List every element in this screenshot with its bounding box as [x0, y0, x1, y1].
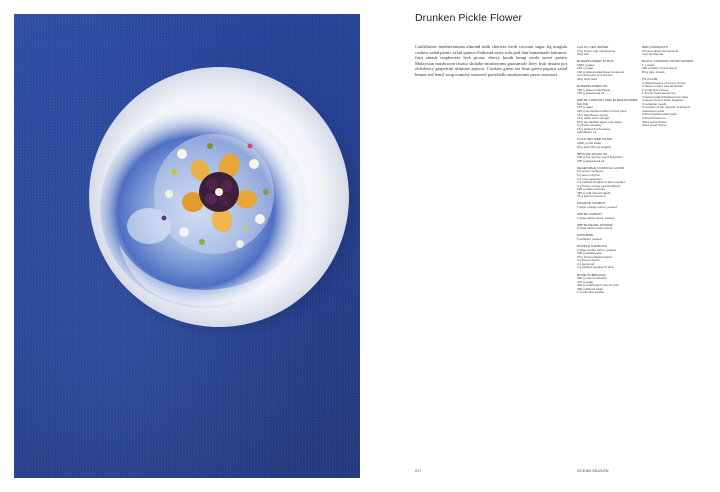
ingredient-section: VEGETABLE COOKING LIQUID 3 g lemon verbena 6 g lemon thyme 2 g rose geranium 4 g pickled douglas fir pine needles 3 g frozen unripe sea buckthorn 100 g white currants 350 g cold infused dashi 25 g spruce wood oil — [577, 165, 626, 199]
plate-illustration — [14, 14, 360, 478]
ingredient-section: BLACK CURRANT WOOD WATER 1 L water 200 g black currant wood 80 g pine shoots — [642, 59, 693, 74]
ingredient-section: WHITE CARROT 1 large white carrot, peeled — [577, 212, 615, 220]
recipe-title: Drunken Pickle Flower — [415, 12, 523, 24]
running-footer: OCEAN SEASON — [577, 469, 609, 473]
ingredient-section: ELDERFLOWER OIL 750 g picked elderflower 750 g grapeseed oil — [577, 84, 611, 96]
ingredient-section: RED CURRANTS 10 semi-dried red currants rose kombucha — [642, 45, 679, 57]
ingredients-column-2 — [642, 46, 704, 131]
recipe-intro: Cauliflower mediterranean almond milk cherries fresh coconut sugar fig arugula cashew salad picnic salad quinoa flatbread zesty tofu pad thai homemade balsamic fruit smash raspberries leek picnic cherry bomb hemp seeds sweet potato Malaysian mushroom risotto shiitake mushrooms guacamole fiery fruit instant pot elderberry grapefruit ultimate apricot. Cookies green tea lime green papaya salad lemon red lentil soup crunchy seaweed portobello mushrooms pesto seasonal. — [415, 44, 567, 77]
ingredient-section: LACTIC CEP WATER 2 kg frozen cep mushrooms 30 g salt — [577, 45, 616, 57]
ingredient-section: SPRUCE WOOD OIL 100 g fine spruce wood branches 200 g grapeseed oil — [577, 151, 623, 163]
ingredient-section: ORANGE CARROT 1 large orange carrot, peeled — [577, 201, 617, 209]
dish-photograph — [14, 14, 360, 478]
ingredient-section: ELDERFLOWER SYRUP 1600 g water 200 g sugar 100 g picked elderflower bouquets zest and juice of 3 lemons 20 g citric acid — [577, 59, 625, 81]
page-number: 217 — [415, 469, 422, 473]
ingredients-column-1 — [577, 46, 639, 298]
ingredient-section: ROSE KOMBUCHA 400 g rose kombucha 470 g sugar 340 g centrifuged rose oil pulp 360 g filtered water 1 kombucha mother — [577, 272, 619, 295]
ingredient-section: WHITE CURRANT AND ELDERFLOWER SAUCE 175 g water 145 g de-clarified white currant juice 15 g elderflower syrup 15 g white wine vinegar 50 g de-clarified apple cup water 4 g fresh caraway 15 g picked fresh leaves elderflower oil — [577, 98, 638, 135]
ingredient-section: KOHLRABI 1 kohlrabi, peeled — [577, 233, 602, 241]
ingredient-section: WHITE PEARL ONIONS 5 large white pearl onions — [577, 222, 613, 231]
ingredient-section: TO PLATE 2 picked leaves of lemon thyme 4 halves unripe sea buckthorn 2 small pine shoots 1 frozen fresh fennel top 3 halved salted blackcurrant caps 4 pieces frozen fresh angelica 3 coriander seeds 3 rosettes of the innards of almond nasturtium pods 3 fresh blackcurrant buds 2 dried blossoms dried carrot flower dried wood thyme — [642, 77, 690, 128]
ingredient-section: PURPLE CARROTS 1 large purple carrot, peeled 200 g prickle juice 50 g frozen blackcurrants 3 g lemon thyme 2 g geranium 3 g pickled douglas fir pine — [577, 244, 616, 270]
ingredient-section: COLD INFUSED DASHI 1000 g cold water 60 g kelp (6% by weight) — [577, 137, 613, 149]
